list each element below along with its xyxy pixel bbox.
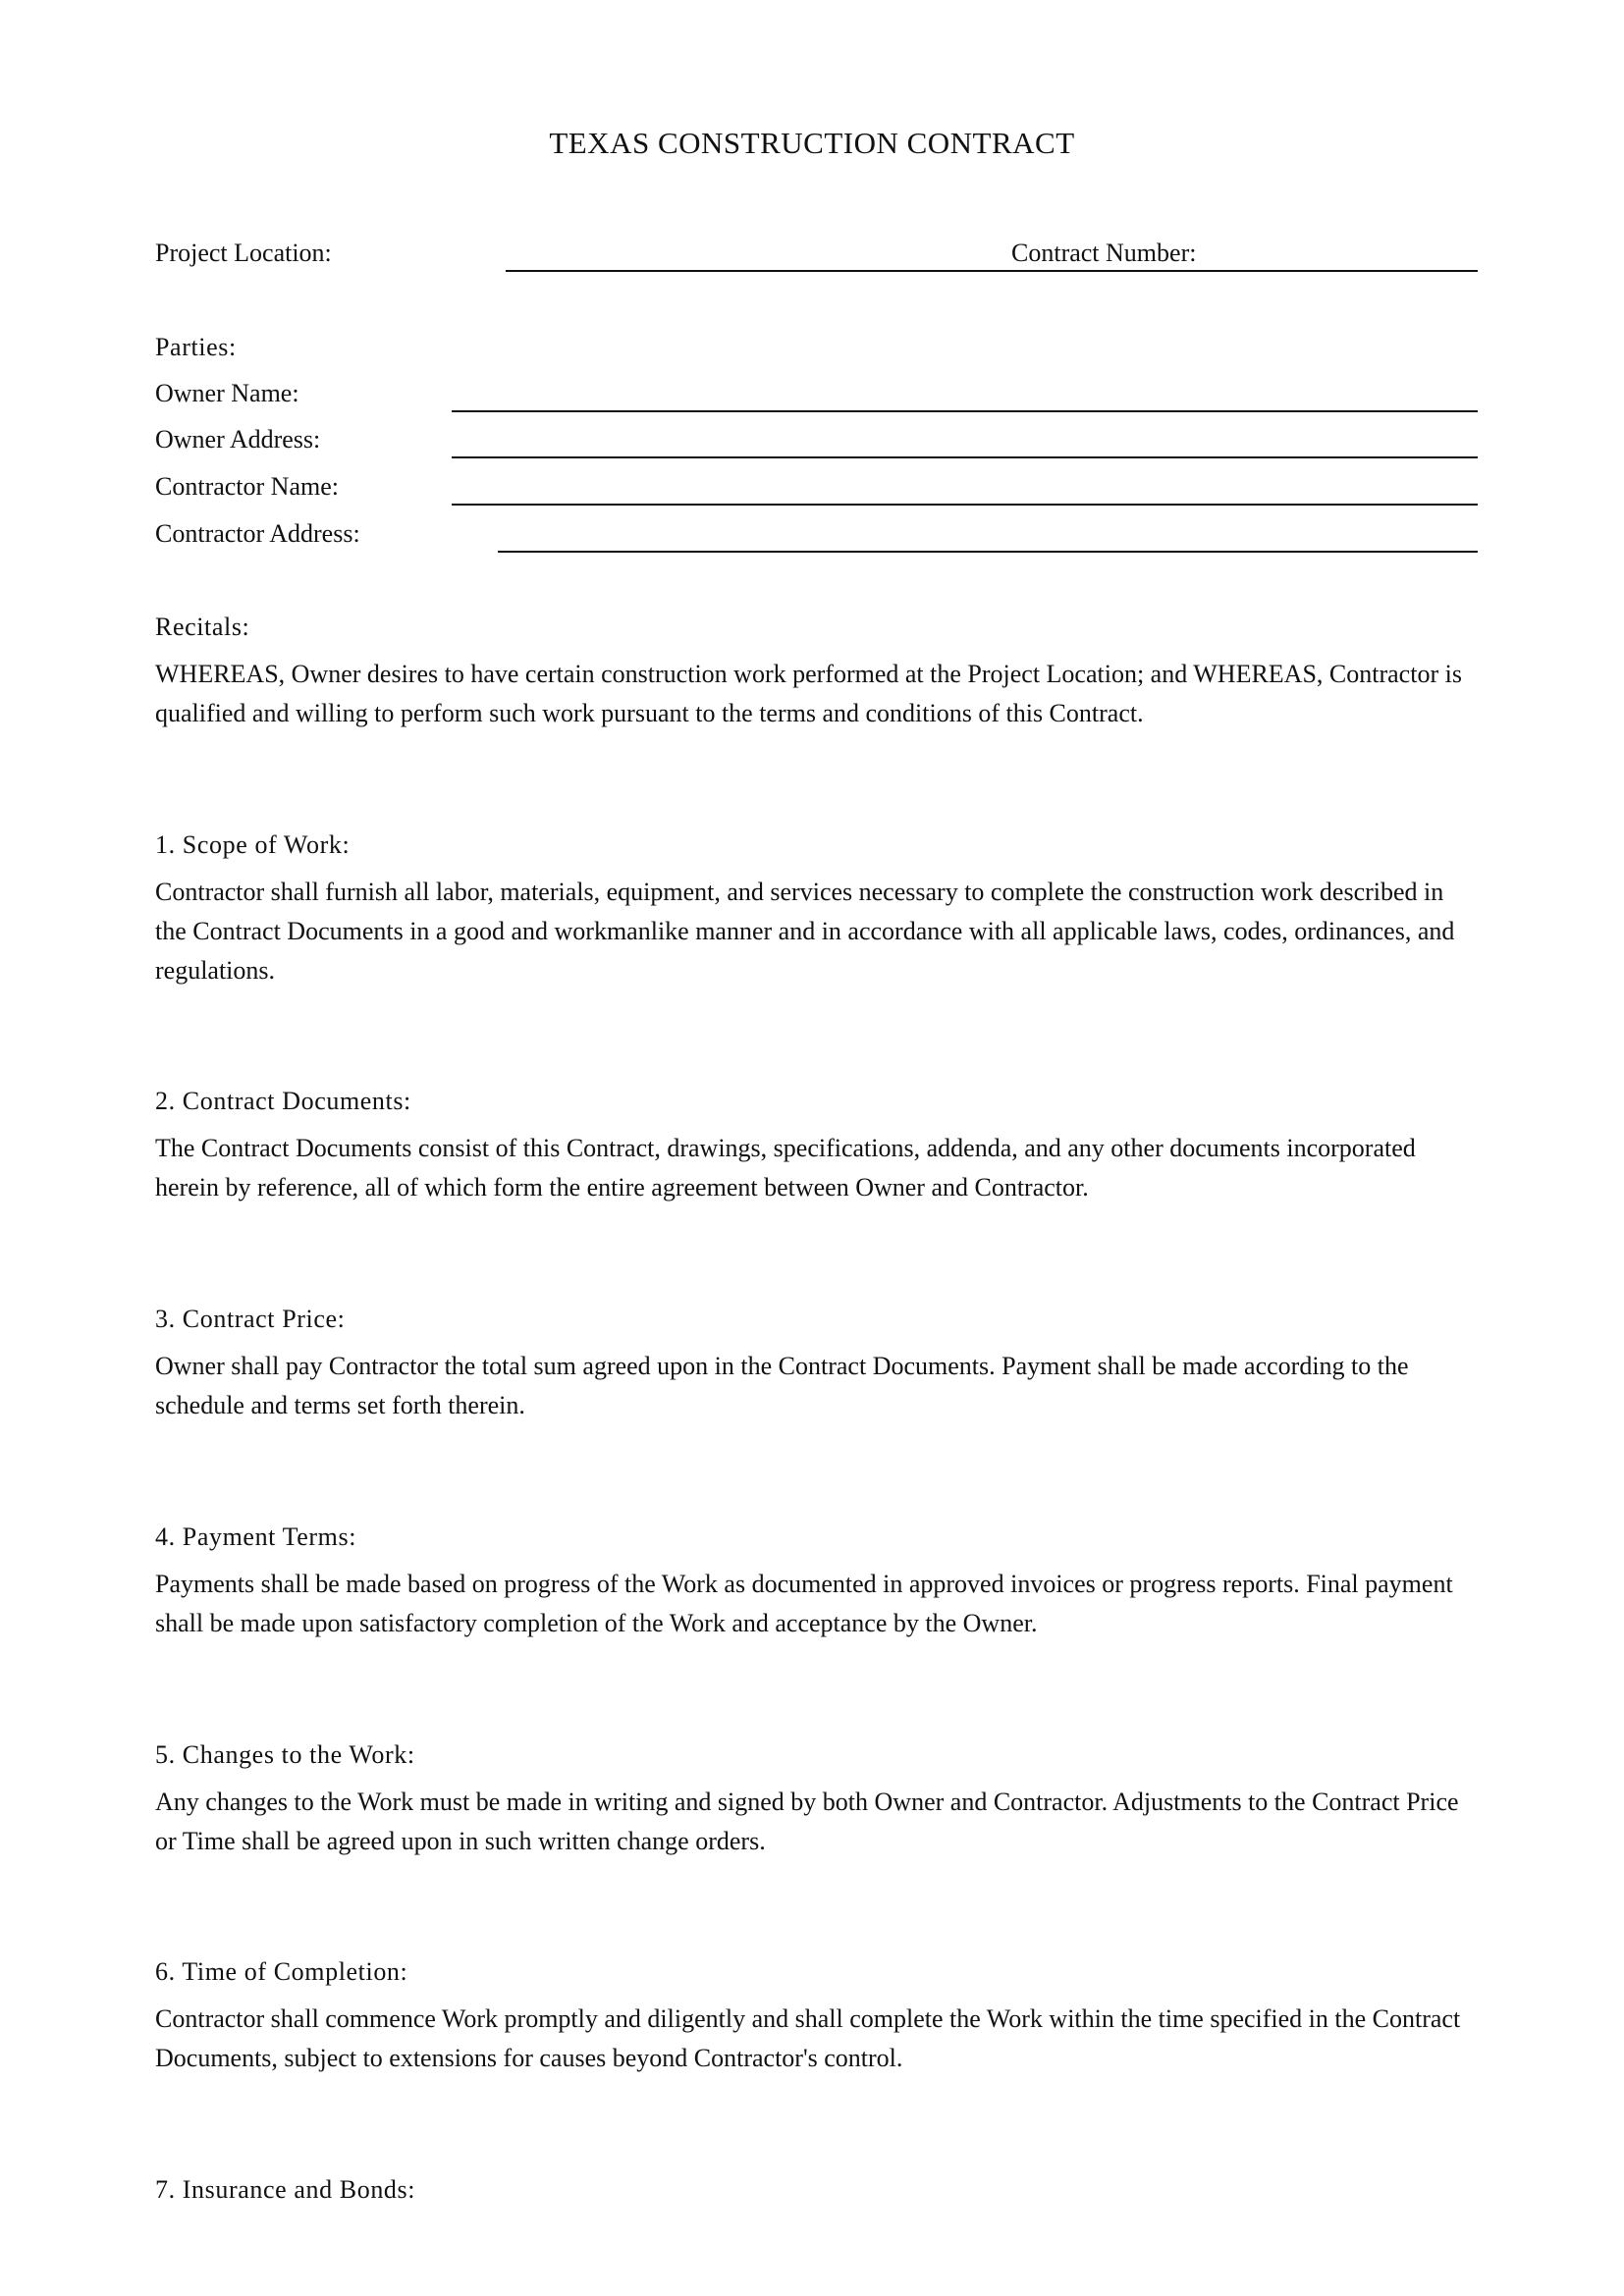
section-heading-changes-to-work: 5. Changes to the Work: — [155, 1740, 415, 1769]
section-heading-contract-documents: 2. Contract Documents: — [155, 1087, 411, 1115]
owner-name-field[interactable] — [452, 410, 1478, 412]
contractor-address-field[interactable] — [498, 551, 1478, 553]
section-text-time-of-completion: Contractor shall commence Work promptly and diligently and shall complete the Work within the time specified in the Contract Documents, subject to extensions for causes beyond Contractor's control. — [155, 2004, 1461, 2072]
section-heading-contract-price: 3. Contract Price: — [155, 1305, 346, 1333]
section-text-scope-of-work: Contractor shall furnish all labor, materials, equipment, and services necessary to complete the construction work described in the Contract Documents in a good and workmanlike manner and in accordance with all applicable laws, codes, ordinances, and regulations. — [155, 878, 1455, 985]
recitals-heading: Recitals: — [155, 613, 250, 641]
contractor-address-label: Contractor Address: — [155, 519, 360, 548]
section-heading-scope-of-work: 1. Scope of Work: — [155, 830, 351, 859]
document-title: TEXAS CONSTRUCTION CONTRACT — [549, 126, 1075, 160]
project-location-field[interactable] — [506, 270, 1006, 272]
section-heading-insurance-and-bonds: 7. Insurance and Bonds: — [155, 2175, 416, 2204]
section-text-changes-to-work: Any changes to the Work must be made in writing and signed by both Owner and Contractor. Adjustments to the Contract Price or Time shall be agreed upon in such written change orders. — [155, 1788, 1459, 1855]
owner-name-label: Owner Name: — [155, 379, 299, 407]
section-text-contract-documents: The Contract Documents consist of this Contract, drawings, specifications, addenda, and any other documents incorporated herein by reference, all of which form the entire agreement between Owner and Contractor. — [155, 1134, 1416, 1201]
contract-number-label: Contract Number: — [1011, 239, 1197, 267]
section-heading-time-of-completion: 6. Time of Completion: — [155, 1957, 408, 1986]
owner-address-field[interactable] — [452, 456, 1478, 458]
contractor-name-field[interactable] — [452, 504, 1478, 506]
contract-number-field[interactable] — [1006, 270, 1478, 272]
owner-address-label: Owner Address: — [155, 425, 321, 454]
parties-heading: Parties: — [155, 333, 237, 361]
contractor-name-label: Contractor Name: — [155, 472, 339, 501]
section-heading-payment-terms: 4. Payment Terms: — [155, 1522, 357, 1551]
project-location-label: Project Location: — [155, 239, 332, 267]
section-text-contract-price: Owner shall pay Contractor the total sum agreed upon in the Contract Documents. Payment shall be made according to the schedule and terms set forth therein. — [155, 1352, 1409, 1419]
section-text-payment-terms: Payments shall be made based on progress of the Work as documented in approved invoices or progress reports. Final payment shall be made upon satisfactory completion of the Work and acceptance by the Owner. — [155, 1570, 1453, 1637]
recitals-text: WHEREAS, Owner desires to have certain construction work performed at the Project Location; and WHEREAS, Contractor is qualified and willing to perform such work pursuant to the terms and conditions of this Contract. — [155, 660, 1462, 727]
